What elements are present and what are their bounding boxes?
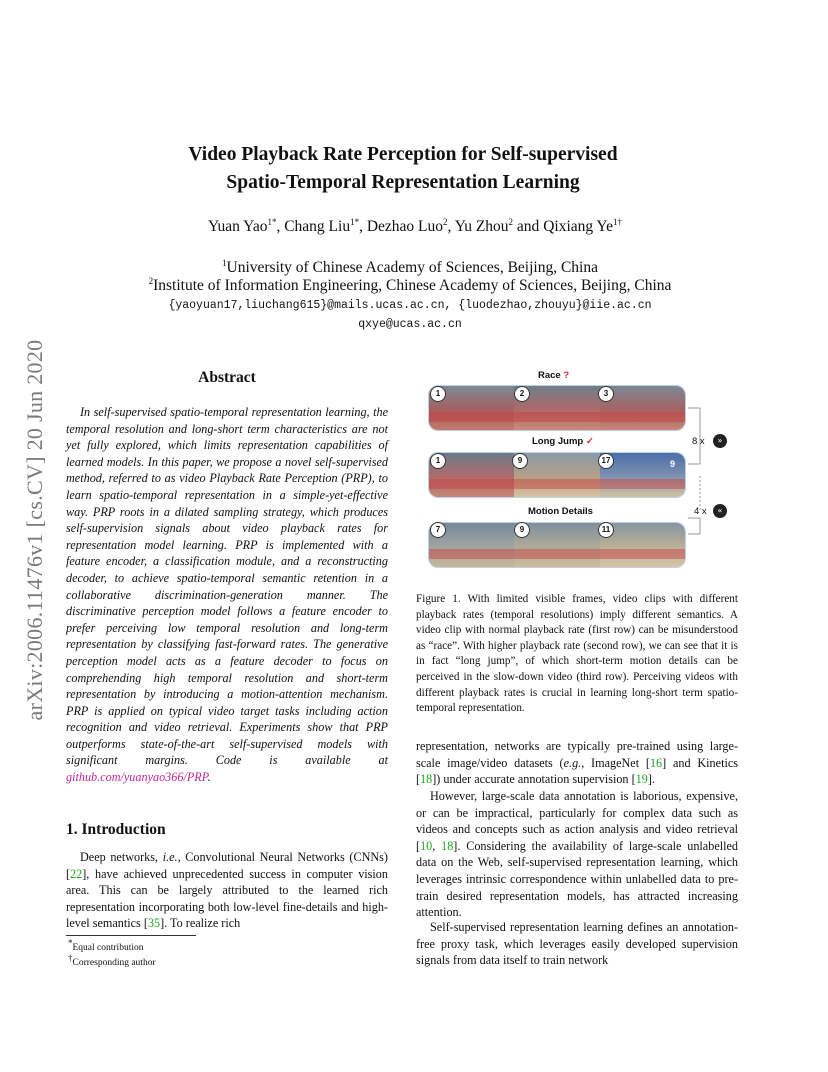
body-eg: e.g. (563, 755, 582, 770)
row2-label (532, 436, 594, 447)
frame-badge: 17 (598, 453, 614, 469)
frame-badge: 9 (514, 522, 530, 538)
author-name: Chang Liu (284, 218, 351, 236)
author-sep: , (359, 218, 367, 236)
author-sup: 1* (350, 217, 360, 227)
author-list (100, 217, 730, 236)
row3-label: Motion Details (528, 506, 593, 517)
scene-sign: 9 (669, 459, 675, 469)
author-name: Qixiang Ye (543, 218, 613, 236)
citation-link[interactable]: 10 (420, 838, 433, 853)
intro-text: , Convolutional Neural Networks (CNNs) [ (66, 850, 388, 881)
code-link[interactable]: github.com/yuanyao366/PRP (66, 770, 208, 785)
affil-text: Institute of Information Engineering, Chinese Academy of Sciences, Beijing, China (153, 277, 672, 295)
right-paragraph-2 (416, 788, 738, 921)
citation-link[interactable]: 16 (649, 755, 663, 770)
citation-link[interactable]: 19 (635, 772, 648, 787)
intro-ie: i.e. (162, 850, 178, 864)
footnote-mark: † (68, 953, 73, 963)
footnote-rule (66, 935, 196, 936)
figure-1 (418, 366, 740, 576)
right-paragraph-3: Self-supervised representation learning defines an annotation-free proxy task, which leverages easily developed supervision signals from data itself to train network (416, 920, 738, 968)
author-sup: 1* (267, 217, 277, 227)
author-sep: , (276, 218, 285, 236)
arxiv-id: arXiv:2006.11476v1 [cs.CV] 20 Jun 2020 (22, 339, 47, 721)
frame-badge: 1 (430, 386, 446, 402)
author-name: Yuan Yao (208, 218, 268, 236)
connector-arrows (686, 406, 710, 546)
author-sup: 2 (508, 217, 514, 227)
right-paragraph-1 (416, 738, 738, 788)
body-text: However, large-scale data annotation is laborious, expensive, or can be impractical, particularly for complex data such as videos and concepts such as action analysis and video retrieval [ (416, 789, 738, 853)
affil-sup: 2 (148, 276, 154, 286)
abstract-text: In self-supervised spatio-temporal representation learning, the temporal resolution and long-short term characteristics are not yet fully explored, which limits representation capabilities of learned models. In this paper, we propose a novel self-supervised method, referred to as video Playback Rate Perception (PRP), to learn spatio-temporal representation in a simple-yet-effective way. PRP roots in a dilated sampling strategy, which produces self-supervision signals about video playback rates for representation model learning. PRP is implemented with a feature encoder, a classification module, and a reconstructing decoder, to achieve spatio-temporal semantic retention in a collaborative discrimination-generation manner. The discriminative perception model follows a feature encoder to prefer perceiving low temporal resolution and long-term representation by classifying fast-forward rates. The generative perception model acts as a feature decoder to focus on comprehending high temporal resolution and short-term representation by introducing a motion-attention mechanism. PRP is applied on typical video target tasks including action recognition and video retrieval. Experiments show that PRP outperforms state-of-the-art self-supervised models with significant margins. Code is available at (66, 405, 388, 768)
row-label-text: Race (538, 370, 561, 381)
frame-badge: 9 (512, 453, 528, 469)
body-text: ] and Kinetics [ (416, 755, 738, 787)
speed-label: 4 x (694, 506, 707, 517)
frame-badge: 7 (430, 522, 446, 538)
abstract-heading: Abstract (198, 369, 256, 386)
citation-link[interactable]: 18 (420, 772, 433, 787)
body-text: ]. (647, 772, 655, 787)
affil-text: University of Chinese Academy of Sciences, Beijing, China (226, 259, 598, 277)
citation-link[interactable]: 35 (147, 916, 161, 931)
emails-line-1[interactable]: {yaoyuan17,liuchang615}@mails.ucas.ac.cn, {luodezhao,zhouyu}@iie.ac.cn (168, 299, 652, 312)
author-name: Dezhao Luo (366, 218, 444, 236)
figure-caption: Figure 1. With limited visible frames, video clips with different playback rates (temporal resolutions) imply different semantics. A video clip with normal playback rate (first row) can be misunderstood as “race”. With higher playback rate (second row), we can see that it is in fact “long jump”, of which short-term motion details can be perceived in the slow-down video (third row). Perceiving videos with different playback rates is crucial in learning long-short term spatio-temporal representation. (416, 593, 738, 715)
abstract-body (66, 404, 388, 786)
title-line-2: Spatio-Temporal Representation Learning (226, 172, 580, 193)
body-text: , ImageNet [ (581, 755, 650, 770)
question-mark-icon: ? (563, 370, 570, 381)
author-sup: 1† (612, 217, 622, 227)
footnote-2 (68, 953, 156, 968)
author-sep: and (513, 218, 544, 236)
speed-label: 8 x (692, 436, 705, 447)
citation-link[interactable]: 18 (441, 838, 454, 853)
footnote-text: Corresponding author (72, 958, 156, 969)
fast-forward-icon: » (713, 434, 727, 448)
author-name: Yu Zhou (454, 218, 509, 236)
intro-paragraph (66, 849, 388, 932)
checkmark-icon: ✓ (585, 436, 594, 447)
intro-text: ]. To realize rich (160, 916, 241, 931)
author-sup: 2 (443, 217, 448, 227)
arxiv-sidebar (22, 290, 48, 770)
video-strip-motion-details (428, 522, 686, 568)
video-strip-race (428, 385, 686, 431)
row1-label (538, 370, 569, 381)
footnote-text: Equal contribution (72, 943, 144, 954)
affil-sup: 1 (222, 258, 227, 268)
citation-link[interactable]: 22 (70, 866, 83, 881)
footnote-1 (68, 938, 143, 953)
intro-text: ], have achieved unprecedented success in computer vision area. This can be largely attributed to the learned rich representation incorporating both low-level fine-details and high-level semantics [ (66, 866, 388, 931)
row-label-text: Long Jump (532, 436, 584, 447)
body-text: , (432, 838, 442, 853)
emails-line-2[interactable]: qxye@ucas.ac.cn (358, 318, 462, 331)
section-heading: 1. Introduction (66, 821, 166, 838)
affiliation-2 (100, 276, 720, 295)
frame-badge: 2 (514, 386, 530, 402)
intro-text: Deep networks, (80, 850, 163, 864)
frame-badge: 11 (598, 522, 614, 538)
rewind-icon: « (713, 504, 727, 518)
body-text: representation, networks are typically pre-trained using large-scale image/video datasets ( (416, 739, 738, 770)
author-sep: , (447, 218, 455, 236)
affiliation-1 (100, 258, 720, 277)
body-text: ]. Considering the availability of large-scale unlabelled data on the Web, self-supervised representation learning, which leverages intrinsic correspondence within unlabelled data to pre-train desired representation models, has attracted increasing attention. (416, 838, 738, 920)
abstract-end: . (207, 770, 211, 785)
body-text: ]) under accurate annotation supervision [ (432, 772, 636, 787)
frame-badge: 1 (430, 453, 446, 469)
frame-badge: 3 (598, 386, 614, 402)
paper-title (100, 141, 706, 197)
title-line-1: Video Playback Rate Perception for Self-supervised (188, 144, 618, 165)
video-strip-long-jump (428, 452, 686, 498)
footnote-mark: * (68, 938, 73, 948)
